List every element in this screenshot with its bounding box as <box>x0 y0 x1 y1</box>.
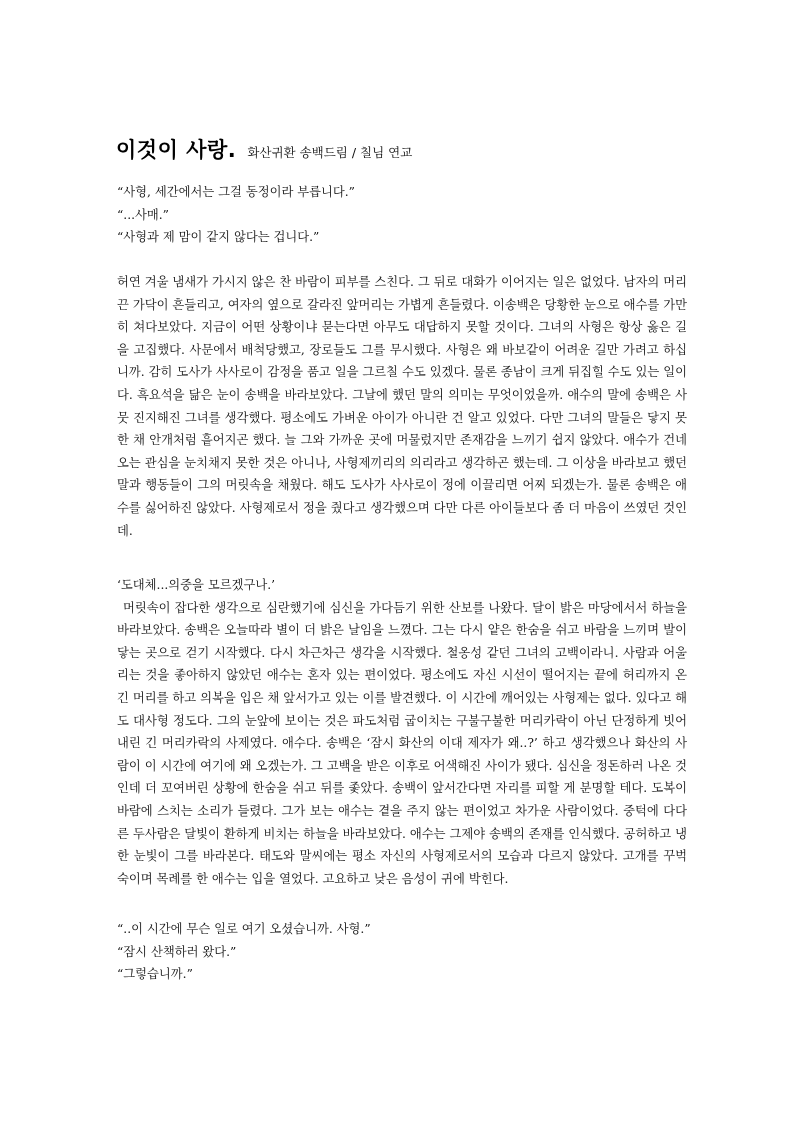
dialogue-line: “사형, 세간에서는 그걸 동정이라 부릅니다.” <box>117 185 355 199</box>
dialogue-line: “잠시 산책하러 왔다.” <box>117 944 237 959</box>
dialogue-line: “사형과 제 맘이 같지 않다는 겁니다.” <box>117 230 320 245</box>
paragraph-text: 머릿속이 잡다한 생각으로 심란했기에 심신을 가다듬기 위한 산보를 나왔다. 달이 밝은 마당에서서 하늘을 바라보았다. 송백은 오늘따라 별이 더 밝은 날임을 느꼈다. 그는 다시 얕은 한숨을 쉬고 바람을 느끼며 발이 닿는 곳으로 걷기 시작했다. 다시 차근차근 생각을 시작했다. 철옹성 같던 그녀의 고백이라니. 사람과 어울리는 것을 좋아하지 않았던 애수는 혼자 있는 편이었다. 평소에도 자신 시선이 떨어지는 끝에 허리까지 온 긴 머리를 하고 의복을 입은 채 앞서가고 있는 이를 발견했다. 이 시간에 깨어있는 사형제는 없다. 있다고 해도 대사형 정도다. 그의 눈앞에 보이는 것은 파도처럼 굽이치는 구불구불한 머리카락이 아닌 단정하게 빗어 내린 긴 머리카락의 사제였다. 애수다. 송백은 ‘잠시 화산의 이대 제자가 왜..?’ 하고 생각했으나 화산의 사람이 이 시간에 여기에 왜 오겠는가. 그 고백을 받은 이후로 어색해진 사이가 됐다. 심신을 정돈하러 나온 것인데 더 꼬여버린 상황에 한숨을 쉬고 뒤를 좇았다. 송백이 앞서간다면 자리를 피할 게 분명할 테다. 도복이 바람에 스치는 소리가 들렸다. 그가 보는 애수는 곁을 주지 않는 편이었고 차가운 사람이었다. 중턱에 다다른 두사람은 달빛이 환하게 비치는 하늘을 바라보았다. 애수는 그제야 송백의 존재를 인식했다. 공허하고 냉한 눈빛이 그를 바라본다. 태도와 말씨에는 평소 자신의 사형제로서의 모습과 다르지 않았다. 고개를 꾸벅 숙이며 목례를 한 애수는 입을 열었다. 고요하고 낮은 음성이 귀에 박힌다. <box>117 600 688 886</box>
body-paragraph-1 <box>117 271 687 542</box>
page-subtitle: 화산귀환 송백드림 / 칠님 연교 <box>247 145 413 160</box>
paragraph-text: 허연 겨울 냄새가 가시지 않은 찬 바람이 피부를 스친다. 그 뒤로 대화가 이어지는 일은 없었다. 남자의 머리끈 가닥이 흔들리고, 여자의 옆으로 갈라진 앞머리는 가볍게 흔들렸다. 이송백은 당황한 눈으로 애수를 가만히 쳐다보았다. 지금이 어떤 상황이냐 묻는다면 아무도 대답하지 못할 것이다. 그녀의 사형은 항상 옳은 길을 고집했다. 사문에서 배척당했고, 장로들도 그를 무시했다. 사형은 왜 바보같이 어려운 길만 가려고 하십니까. 감히 도사가 사사로이 감정을 품고 일을 그르칠 수도 있겠다. 물론 종남이 크게 뒤집힐 수도 있는 일이다. 흑요석을 닮은 눈이 송백을 바라보았다. 그날에 했던 말의 의미는 무엇이었을까. 애수의 말에 송백은 사뭇 진지해진 그녀를 생각했다. 평소에도 가벼운 아이가 아니란 건 알고 있었다. 다만 그녀의 말들은 닿지 못한 채 안개처럼 흩어지곤 했다. 늘 그와 가까운 곳에 머물렀지만 존재감을 느끼기 쉽지 않았다. 애수가 건네오는 관심을 눈치채지 못한 것은 아니나, 사형제끼리의 의리라고 생각하곤 했는데. 그 이상을 바라보고 했던 말과 행동들이 그의 머릿속을 채웠다. 해도 도사가 사사로이 정에 이끌리면 어찌 되겠는가. 물론 송백은 애수를 싫어하진 않았다. 사형제로서 정을 줬다고 생각했으며 다만 다른 아이들보다 좀 더 마음이 쓰였던 것인데. <box>117 275 687 538</box>
closing-dialogue <box>117 918 687 986</box>
dialogue-line: “그렇습니까.” <box>117 967 193 982</box>
opening-dialogue <box>117 181 687 249</box>
title-row <box>116 134 412 164</box>
dialogue-line: “...사매.” <box>117 207 169 222</box>
inner-thought: ‘도대체...의중을 모르겠구나.’ <box>117 578 276 592</box>
body-paragraph-2 <box>117 574 687 890</box>
dialogue-line: “..이 시간에 무슨 일로 여기 오셨습니까. 사형.” <box>117 922 371 936</box>
page-title: 이것이 사랑. <box>116 138 237 162</box>
